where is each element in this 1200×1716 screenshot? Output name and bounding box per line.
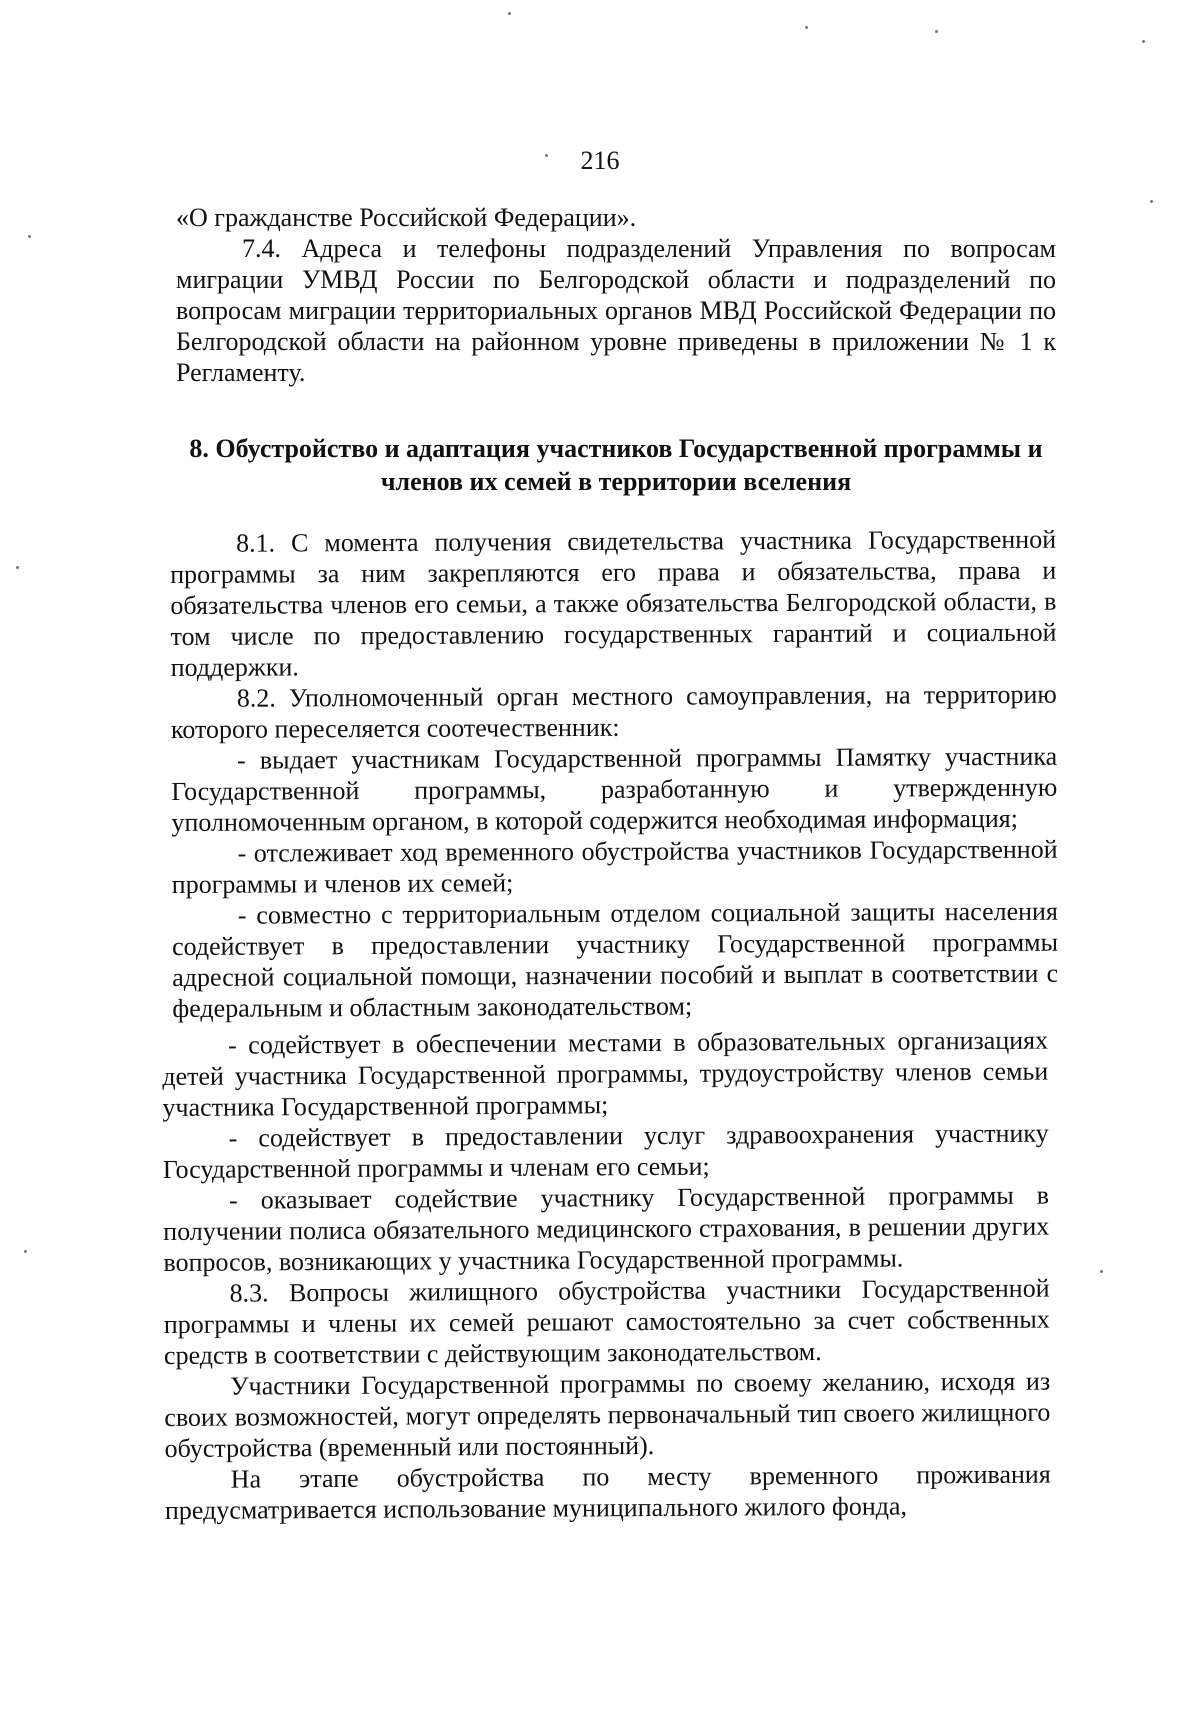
scan-speck	[1142, 40, 1145, 43]
scan-speck	[1150, 200, 1153, 203]
list-item-memo: - выдает участникам Государственной программы Памятку участника Государственной программы, разработанную и утвержденную уполномоченным органом, в которой содержится необходимая информация;	[171, 741, 1058, 837]
text-block-bottom	[162, 1025, 1051, 1526]
scan-speck	[16, 566, 19, 569]
text-block-top	[176, 202, 1056, 388]
list-item-healthcare: - содействует в предоставлении услуг здравоохранения участнику Государственной программы и членам его семьи;	[162, 1118, 1049, 1184]
scan-speck	[1100, 1270, 1103, 1273]
section-heading: 8. Обустройство и адаптация участников Государственной программы и членов их семей в территории вселения	[189, 434, 1043, 496]
paragraph-7-4: 7.4. Адреса и телефоны подразделений Управления по вопросам миграции УМВД России по Белгородской области и подразделений по вопросам миграции территориальных органов МВД Российской Федерации по Белгородской области на районном уровне приведены в приложении № 1 к Регламенту.	[176, 234, 1056, 387]
intro-continuation: «О гражданстве Российской Федерации».	[176, 203, 637, 232]
paragraph-housing-choice: Участники Государственной программы по своему желанию, исходя из своих возможностей, могут определять первоначальный тип своего жилищного обустройства (временный или постоянный).	[164, 1366, 1051, 1463]
paragraph-8-3: 8.3. Вопросы жилищного обустройства участники Государственной программы и члены их семей решают самостоятельно за счет собственных средств в соответствии с действующим законодательством.	[163, 1273, 1050, 1370]
list-item-social-aid: - совместно с территориальным отделом социальной защиты населения содействует в предоставлении участнику Государственной программы адресной социальной помощи, назначении пособий и выплат в соответствии с федеральным и областным законодательством;	[171, 896, 1059, 1023]
paragraph-8-2: 8.2. Уполномоченный орган местного самоуправления, на территорию которого переселяется соотечественник:	[170, 679, 1057, 744]
text-block-middle	[170, 524, 1058, 1024]
scan-speck	[508, 12, 511, 15]
scan-speck	[935, 30, 938, 33]
scan-speck	[805, 26, 808, 29]
page-number: 216	[580, 146, 620, 175]
list-item-insurance: - оказывает содействие участнику Государственной программы в получении полиса обязательного медицинского страхования, в решении других вопросов, возникающих у участника Государственной программы.	[163, 1180, 1050, 1277]
paragraph-temporary-housing: На этапе обустройства по месту временного проживания предусматривается использование муниципального жилого фонда,	[164, 1459, 1051, 1525]
scan-speck	[24, 1250, 27, 1253]
scan-speck	[28, 235, 31, 238]
list-item-tracking: - отслеживает ход временного обустройства участников Государственной программы и членов их семей;	[171, 834, 1058, 899]
paragraph-8-1: 8.1. С момента получения свидетельства участника Государственной программы за ним закрепляются его права и обязательства, права и обязательства членов его семьи, а также обязательства Белгородской области, в том числе по предоставлению государственных гарантий и социальной поддержки.	[170, 524, 1057, 682]
scan-speck	[545, 154, 548, 157]
list-item-education: - содействует в обеспечении местами в образовательных организациях детей участника Государственной программы, трудоустройству членов семьи участника Государственной программы;	[162, 1025, 1049, 1122]
